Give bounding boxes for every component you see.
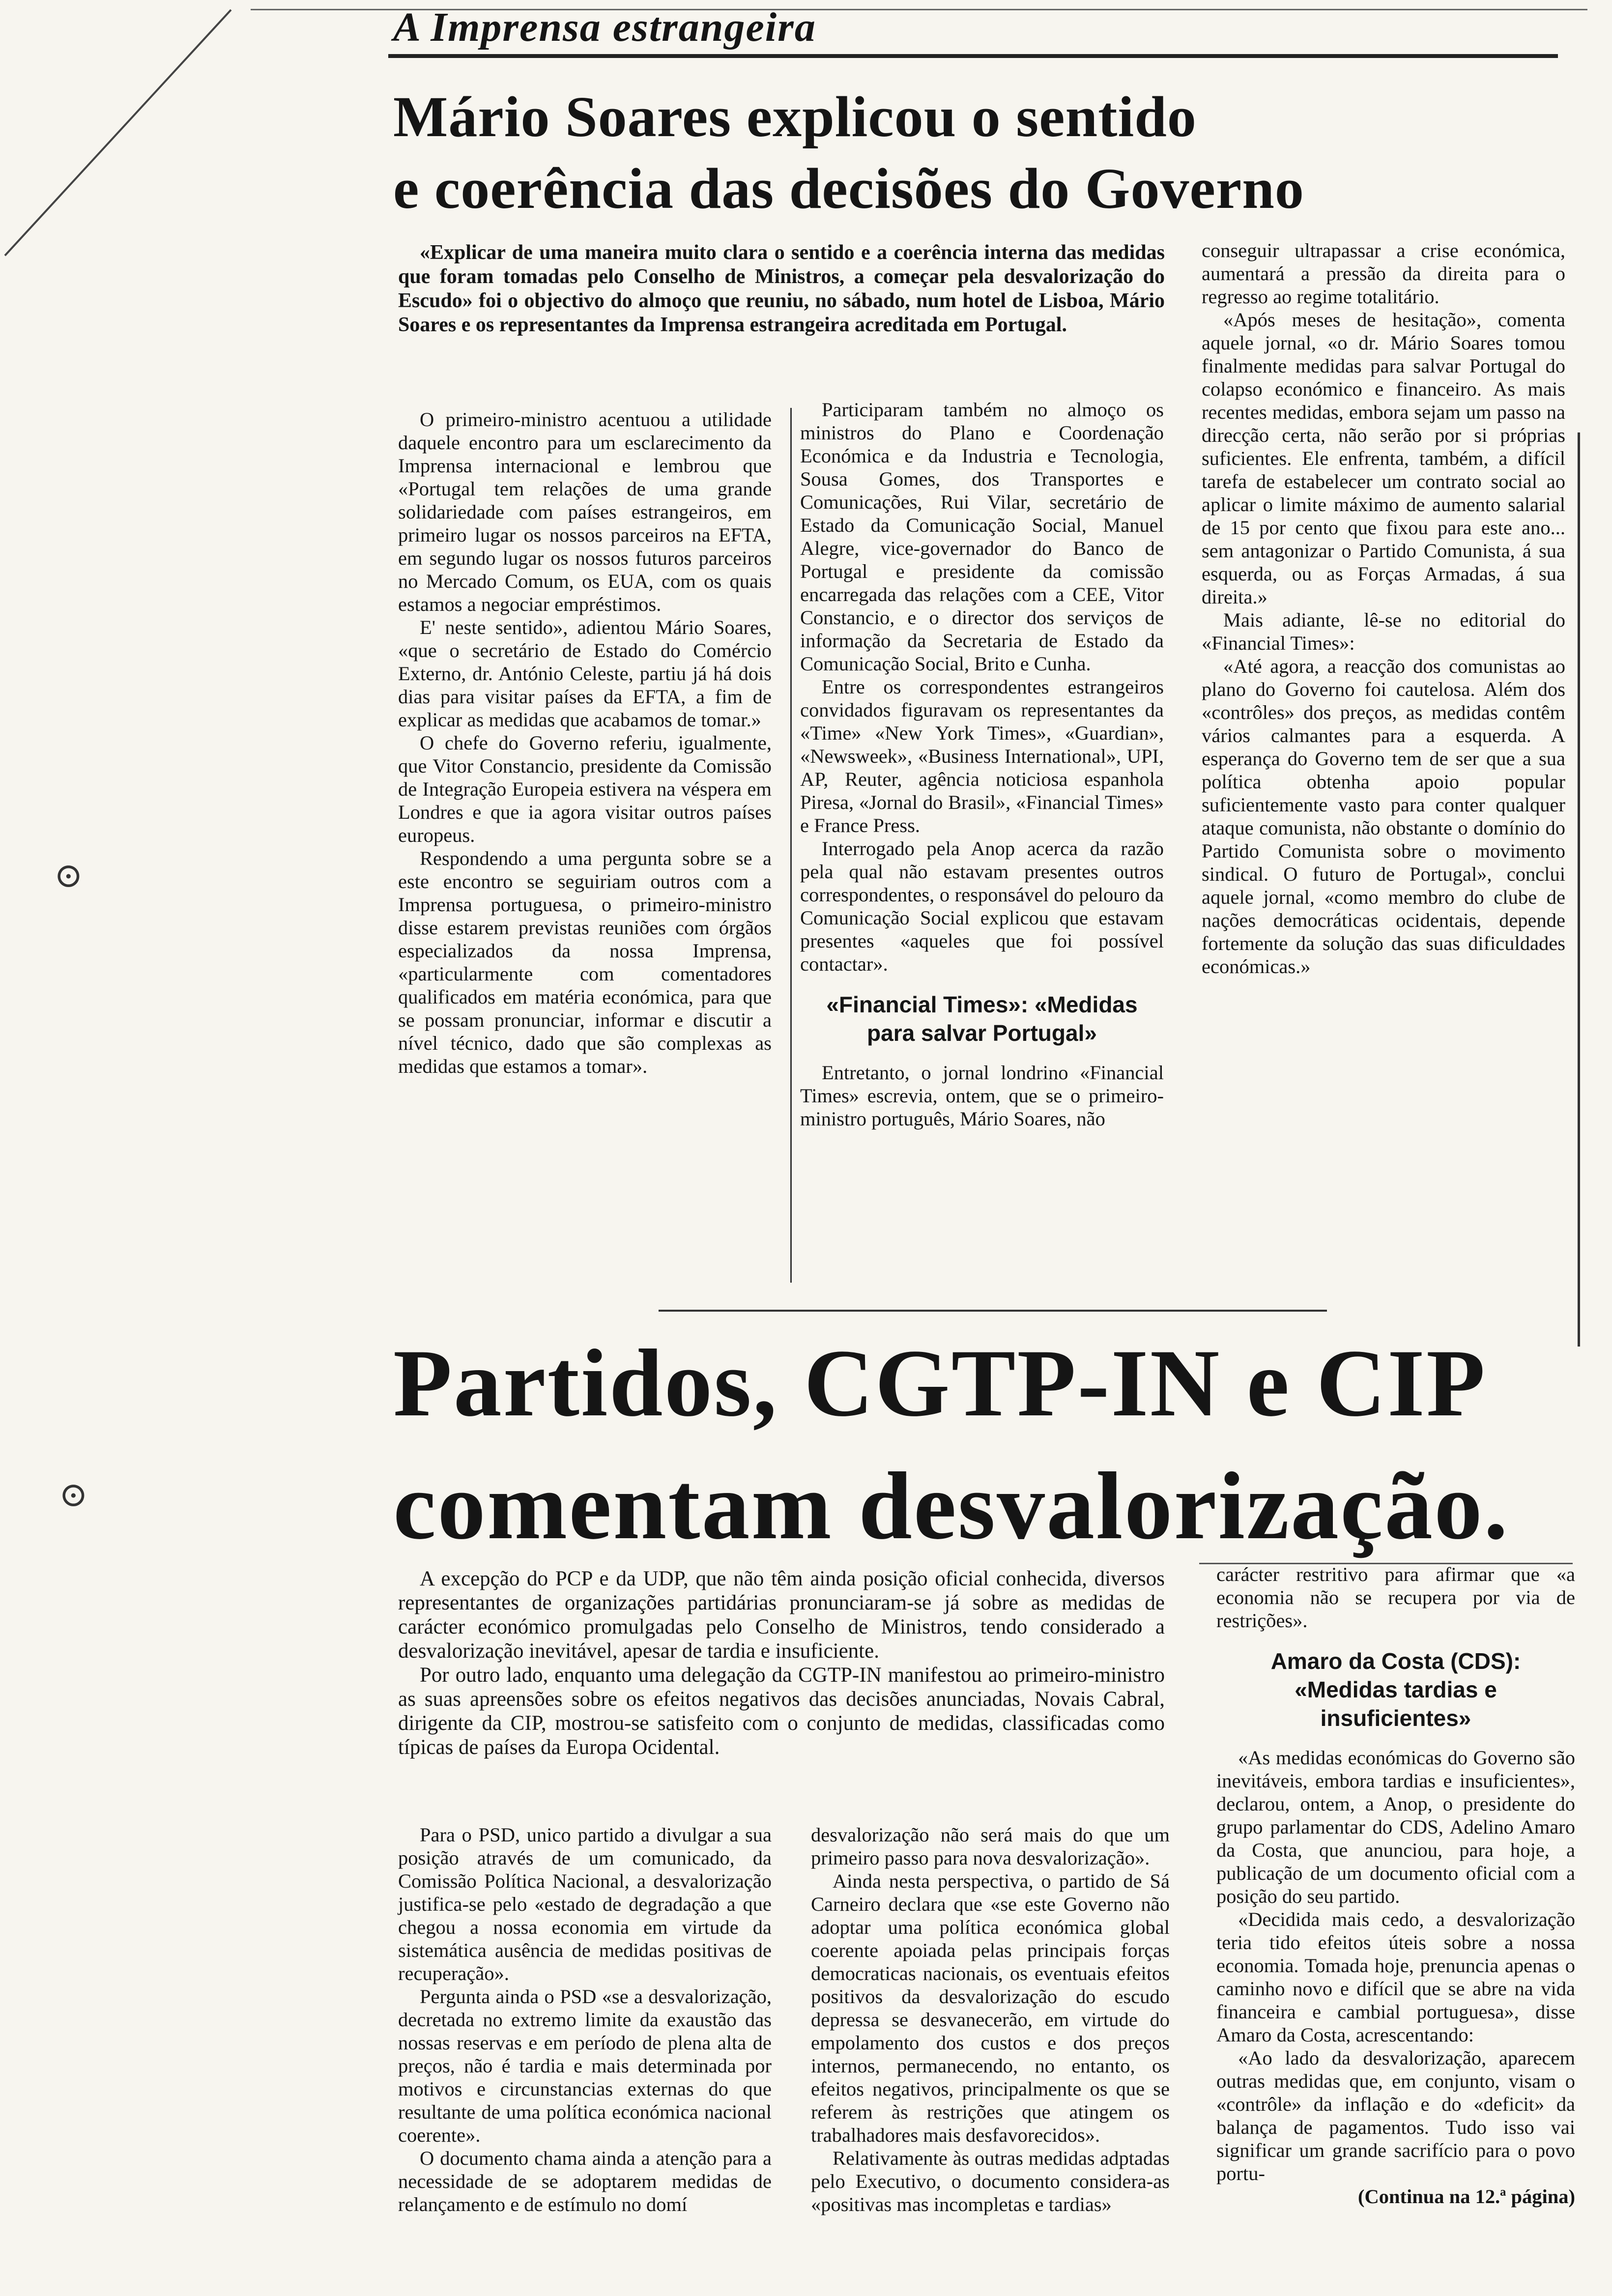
article2-column-3 [1216, 1563, 1575, 2208]
article1-column-1 [398, 408, 772, 1078]
paragraph: «Até agora, a reacção dos comunistas ao plano do Governo foi cautelosa. Além dos «contrôles» dos preços, as medidas contêm vários calmantes para a esquerda. A esperança do Governo tem de ser que a sua política obtenha apoio popular suficientemente vasto para conter qualquer ataque comunista, não obstante o domínio do Partido Comunista sobre o movimento sindical. O futuro de Portugal», conclui aquele jornal, «como membro do clube de nações democráticas ocidentais, depende fortemente da solução das suas dificuldades económicas.» [1202, 655, 1565, 977]
article2-column-2 [811, 1823, 1170, 2216]
headline-line: Mário Soares explicou o sentido [393, 85, 1197, 149]
article1-lead [398, 241, 1165, 337]
paragraph: «Ao lado da desvalorização, aparecem outras medidas que, em conjunto, visam o «contrôle» da inflação e do «deficit» da balança de pagamentos. Tudo isso vai significar um grande sacrifício para o povo portu- [1216, 2047, 1575, 2184]
paragraph: Entretanto, o jornal londrino «Financial Times» escrevia, ontem, que se o primeiro-ministro português, Mário Soares, não [800, 1062, 1164, 1130]
continuation-note: (Continua na 12.ª página) [1358, 2185, 1575, 2208]
article2-headline [393, 1322, 1583, 1568]
article2-lead [398, 1567, 1165, 1759]
column-subhead: «Financial Times»: «Medidas para salvar Portugal» [826, 992, 1138, 1046]
article-separator-rule [659, 1310, 1327, 1312]
paragraph: O chefe do Governo referiu, igualmente, que Vitor Constancio, presidente da Comissão de Integração Europeia estivera na véspera em Londres e que ia agora visitar outros países europeus. [398, 732, 772, 846]
lead-paragraph: Por outro lado, enquanto uma delegação da CGTP-IN manifestou ao primeiro-ministro as suas apreensões sobre os efeitos negativos das decisões anunciadas, Novais Cabral, dirigente da CIP, mostrou-se satisfeito com o conjunto de medidas, classificadas como típicas de países da Europa Ocidental. [398, 1664, 1165, 1759]
paragraph: «Decidida mais cedo, a desvalorização teria tido efeitos úteis sobre a nossa economia. Tomada hoje, prenuncia apenas o caminho novo e difícil que se abre na vida financeira e cambial portuguesa», disse Amaro da Costa, acrescentando: [1216, 1908, 1575, 2046]
paragraph: Ainda nesta perspectiva, o partido de Sá Carneiro declara que «se este Governo não adoptar uma política económica global coerente apoiada pelas principais forças democraticas nacionais, os eventuais efeitos positivos da desvalorização do escudo depressa se desvanecerão, em virtude do empolamento dos custos e dos preços internos, permanecendo, no entanto, os efeitos negativos, principalmente os que se referem às restrições que atingem os trabalhadores mais desfavorecidos». [811, 1870, 1170, 2146]
article1-column-3 [1202, 239, 1565, 978]
headline-line: comentam desvalorização. [393, 1453, 1509, 1559]
paragraph: Respondendo a uma pergunta sobre se a este encontro se seguiriam outros com a Imprensa portuguesa, o primeiro-ministro disse estarem previstas reuniões com órgãos especializados da nossa Imprensa, «particularmente com comentadores qualificados em matéria económica, para que se possam pronunciar, informar e discutir a nível técnico, dado que são complexas as medidas que estamos a tomar». [398, 847, 772, 1077]
article1-headline [393, 81, 1583, 225]
margin-mark: ⊙ [59, 1474, 88, 1515]
column-subhead: Amaro da Costa (CDS): «Medidas tardias e insuficientes» [1270, 1648, 1521, 1731]
paragraph: Relativamente às outras medidas adptadas pelo Executivo, o documento considera-as «positivas mas incompletas e tardias» [811, 2147, 1170, 2215]
paragraph: Para o PSD, unico partido a divulgar a sua posição através de um comunicado, da Comissão Política Nacional, a desvalorização justifica-se pelo «estado de degradação a que chegou a nossa economia em virtude da sistemática ausência de medidas positivas de recuperação». [398, 1824, 772, 1984]
paragraph: O documento chama ainda a atenção para a necessidade de se adoptarem medidas de relançamento e de estímulo no domí [398, 2147, 772, 2215]
article2-column-1 [398, 1823, 772, 2216]
margin-vertical-rule [1578, 432, 1580, 1347]
paragraph: Entre os correspondentes estrangeiros convidados figuravam os representantes da «Time» «New York Times», «Guardian», «Newsweek», «Business International», UPI, AP, Reuter, agência noticiosa espanhola Piresa, «Jornal do Brasil», «Financial Times» e France Press. [800, 676, 1164, 836]
paragraph: desvalorização não será mais do que um primeiro passo para nova desvalorização». [811, 1824, 1170, 1869]
headline-line: Partidos, CGTP-IN e CIP [393, 1330, 1487, 1436]
margin-diagonal-line [0, 0, 344, 344]
paragraph: conseguir ultrapassar a crise económica, aumentará a pressão da direita para o regresso ao regime totalitário. [1202, 239, 1565, 308]
paragraph: «As medidas económicas do Governo são inevitáveis, embora tardias e insuficientes», declarou, ontem, a Anop, o presidente do grupo parlamentar do CDS, Adelino Amaro da Costa, que anunciou, para hoje, a publicação de um documento oficial com a posição do seu partido. [1216, 1747, 1575, 1907]
section-header-rule [388, 54, 1558, 58]
paragraph: O primeiro-ministro acentuou a utilidade daquele encontro para um esclarecimento da Imprensa internacional e lembrou que «Portugal tem relações de uma grande solidariedade com países estrangeiros, em primeiro lugar os nossos parceiros na EFTA, em segundo lugar os nossos futuros parceiros no Mercado Comum, os EUA, com os quais estamos a negociar empréstimos. [398, 408, 772, 615]
paragraph: Pergunta ainda o PSD «se a desvalorização, decretada no extremo limite da exaustão das nossas reservas e em período de plena alta de preços, não é tardia e mais determinada por motivos e circunstancias externas do que resultante de uma política económica nacional coerente». [398, 1985, 772, 2146]
paragraph: Mais adiante, lê-se no editorial do «Financial Times»: [1202, 609, 1565, 654]
paragraph: «Após meses de hesitação», comenta aquele jornal, «o dr. Mário Soares tomou finalmente medidas para salvar Portugal do colapso económico e financeiro. As mais recentes medidas, embora sejam um passo na direcção certa, não serão por si próprias suficientes. Ele enfrenta, também, a difícil tarefa de estabelecer um contrato social ao aplicar o limite máximo de aumento salarial de 15 por cento que fixou para este ano... sem antagonizar o Partido Comunista, á sua esquerda, ou as Forças Armadas, á sua direita.» [1202, 309, 1565, 608]
headline-line: e coerência das decisões do Governo [393, 156, 1304, 221]
lead-paragraph: A excepção do PCP e da UDP, que não têm ainda posição oficial conhecida, diversos representantes de organizações partidárias pronunciaram-se já sobre as medidas de carácter económico promulgadas pelo Conselho de Ministros, tendo considerado a desvalorização inevitável, apesar de tardia e insuficiente. [398, 1567, 1165, 1663]
column-rule [790, 408, 792, 1283]
paragraph: Participaram também no almoço os ministros do Plano e Coordenação Económica e da Industria e Tecnologia, Sousa Gomes, dos Transportes e Comunicações, Rui Vilar, secretário de Estado da Comunicação Social, Manuel Alegre, vice-governador do Banco de Portugal e presidente da comissão encarregada das relações com a CEE, Vitor Constancio, e o director dos serviços de informação da Secretaria de Estado da Comunicação Social, Brito e Cunha. [800, 399, 1164, 675]
lead-paragraph: «Explicar de uma maneira muito clara o sentido e a coerência interna das medidas que foram tomadas pelo Conselho de Ministros, a começar pela desvalorização do Escudo» foi o objectivo do almoço que reuniu, no sábado, num hotel de Lisboa, Mário Soares e os representantes da Imprensa estrangeira acreditada em Portugal. [398, 241, 1165, 336]
paragraph: carácter restritivo para afirmar que «a economia não se recupera por via de restrições». [1216, 1563, 1575, 1632]
article1-column-2 [800, 398, 1164, 1130]
paragraph: E' neste sentido», adientou Mário Soares, «que o secretário de Estado do Comércio Externo, dr. António Celeste, partiu já há dois dias para visitar países da EFTA, a fim de explicar as medidas que acabamos de tomar.» [398, 616, 772, 731]
paragraph: Interrogado pela Anop acerca da razão pela qual não estavam presentes outros correspondentes, o responsável do pelouro da Comunicação Social explicou que estavam presentes «aqueles que foi possível contactar». [800, 837, 1164, 975]
margin-mark: ⊙ [54, 855, 83, 895]
section-header: A Imprensa estrangeira [393, 4, 816, 50]
